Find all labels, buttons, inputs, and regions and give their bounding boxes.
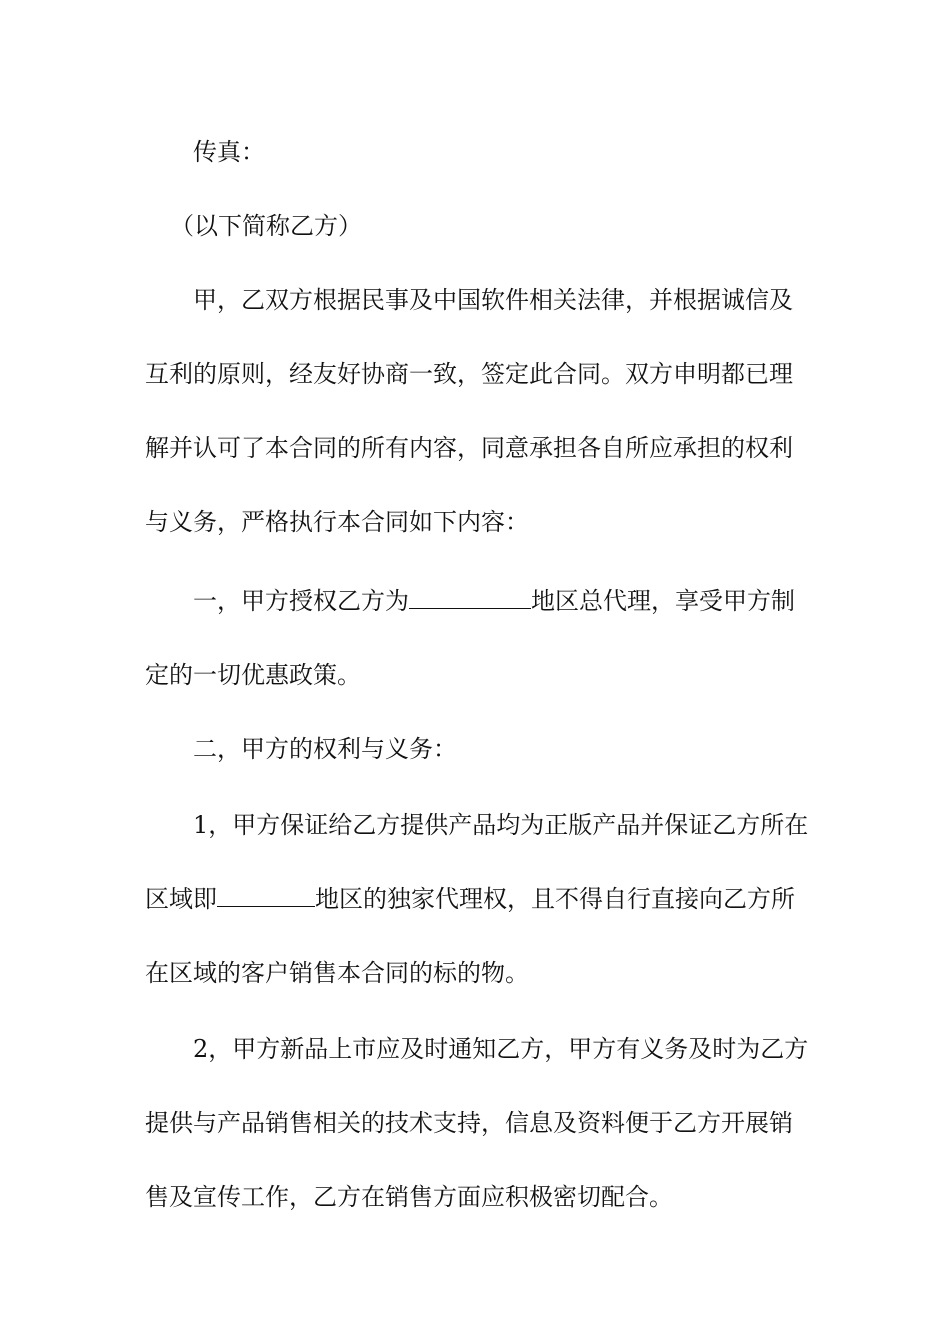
item-two-text-1: 2，甲方新品上市应及时通知乙方，甲方有义务及时为乙方	[193, 1035, 809, 1063]
item-two-text-3: 售及宣传工作，乙方在销售方面应积极密切配合。	[145, 1183, 673, 1211]
region-blank	[409, 586, 531, 609]
item-one-line-2	[145, 883, 825, 915]
paragraph-line	[145, 1107, 825, 1139]
paragraph-line	[193, 1033, 873, 1065]
paragraph-line	[145, 957, 825, 989]
paragraph-line	[145, 1181, 825, 1213]
intro-text-2: 互利的原则，经友好协商一致，签定此合同。双方申明都已理	[145, 360, 793, 388]
item-one-text-3: 在区域的客户销售本合同的标的物。	[145, 959, 529, 987]
item-one-text-2a: 区域即	[145, 885, 217, 913]
clause-one-text-a: 一，甲方授权乙方为	[193, 587, 409, 615]
party-b-abbrev: （以下简称乙方）	[170, 212, 362, 240]
intro-text-3: 解并认可了本合同的所有内容，同意承担各自所应承担的权利	[145, 434, 793, 462]
clause-one-line	[193, 585, 873, 617]
section-two-heading	[193, 733, 873, 765]
fax-line	[193, 136, 873, 168]
paragraph-line	[145, 358, 825, 390]
party-b-note	[170, 210, 850, 242]
clause-one-text-b: 地区总代理，享受甲方制	[531, 587, 795, 615]
paragraph-line	[193, 284, 873, 316]
intro-text-4: 与义务，严格执行本合同如下内容：	[145, 508, 529, 536]
intro-text-1: 甲，乙双方根据民事及中国软件相关法律，并根据诚信及	[193, 286, 793, 314]
paragraph-line	[145, 432, 825, 464]
section-two-title: 二，甲方的权利与义务：	[193, 735, 457, 763]
item-two-text-2: 提供与产品销售相关的技术支持，信息及资料便于乙方开展销	[145, 1109, 793, 1137]
paragraph-line	[145, 659, 825, 691]
region-blank	[217, 884, 315, 907]
paragraph-line	[145, 506, 825, 538]
clause-one-text-c: 定的一切优惠政策。	[145, 661, 361, 689]
fax-label: 传真：	[193, 138, 265, 166]
paragraph-line	[193, 809, 873, 841]
item-one-text-2b: 地区的独家代理权，且不得自行直接向乙方所	[315, 885, 795, 913]
item-one-text-1: 1，甲方保证给乙方提供产品均为正版产品并保证乙方所在	[193, 811, 809, 839]
